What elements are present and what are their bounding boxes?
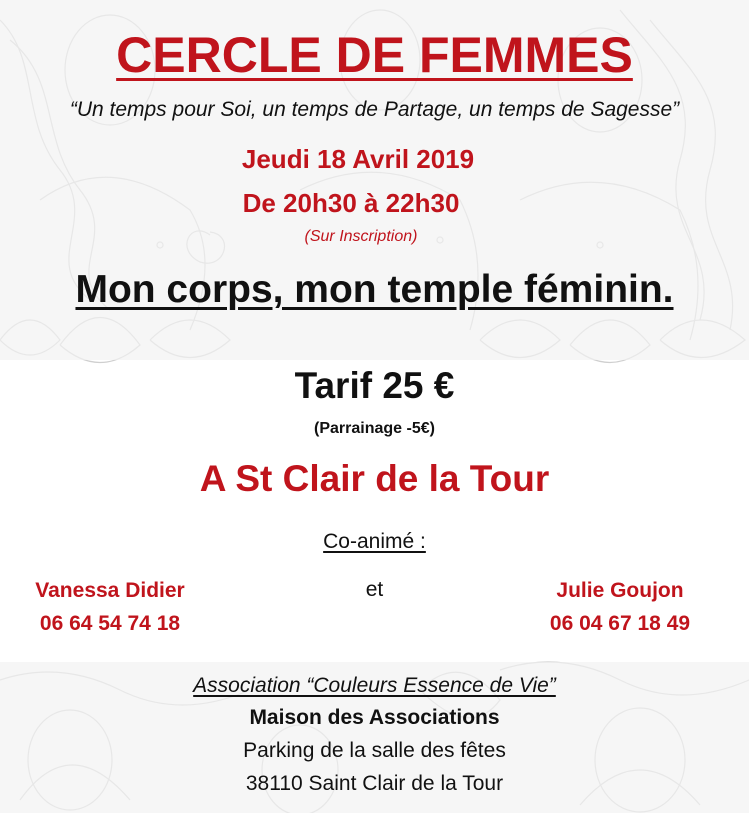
event-title: CERCLE DE FEMMES bbox=[116, 27, 633, 83]
venue-address: 38110 Saint Clair de la Tour bbox=[245, 772, 504, 795]
facilitator-name: Julie Goujon bbox=[556, 579, 684, 602]
association-name: Association “Couleurs Essence de Vie” bbox=[193, 674, 556, 697]
facilitator-phone: 06 64 54 74 18 bbox=[39, 612, 181, 635]
event-theme: Mon corps, mon temple féminin. bbox=[75, 268, 674, 311]
event-location: A St Clair de la Tour bbox=[199, 458, 550, 499]
tagline: “Un temps pour Soi, un temps de Partage, un temps de Sagesse” bbox=[69, 98, 680, 121]
event-time: De 20h30 à 22h30 bbox=[242, 188, 460, 218]
facilitator-name: Vanessa Didier bbox=[35, 579, 185, 602]
facilitator-phone: 06 04 67 18 49 bbox=[549, 612, 691, 635]
co-animated-label: Co-animé : bbox=[323, 530, 426, 553]
facilitator-2 bbox=[520, 574, 720, 640]
sponsorship-note: (Parrainage -5€) bbox=[314, 420, 435, 437]
venue-name: Maison des Associations bbox=[249, 706, 500, 729]
conjunction: et bbox=[365, 578, 384, 601]
registration-note: (Sur Inscription) bbox=[304, 228, 418, 245]
price: Tarif 25 € bbox=[294, 365, 455, 406]
event-date: Jeudi 18 Avril 2019 bbox=[241, 144, 475, 174]
venue-parking: Parking de la salle des fêtes bbox=[243, 739, 506, 762]
